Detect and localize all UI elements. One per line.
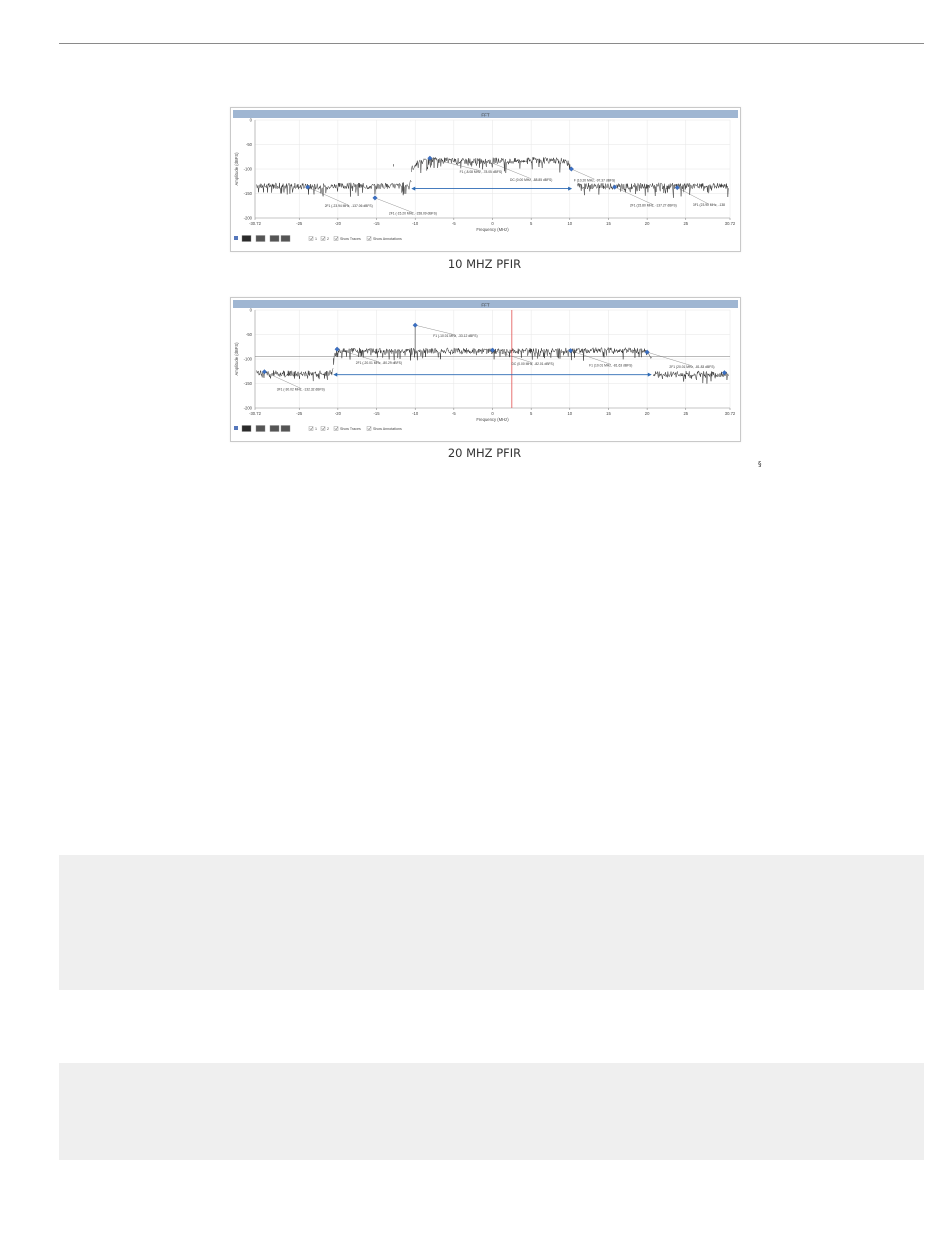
x-tick-label: -25 bbox=[296, 411, 303, 416]
y-tick-label: -50 bbox=[245, 142, 252, 147]
fft-chart-20mhz bbox=[230, 297, 741, 442]
toolbar-button bbox=[256, 236, 265, 242]
y-tick-label: 0 bbox=[249, 117, 252, 123]
control-label: Show Traces bbox=[340, 427, 361, 431]
control-label: Show Traces bbox=[340, 237, 361, 241]
x-tick-label: 10 bbox=[567, 411, 573, 416]
x-tick-label: -30.72 bbox=[249, 221, 261, 226]
x-tick-label: -30.72 bbox=[249, 411, 261, 416]
x-tick-label: 30.72 bbox=[724, 221, 736, 226]
x-tick-label: -15 bbox=[373, 221, 380, 226]
x-tick-label: -20 bbox=[334, 411, 341, 416]
annotation-label: 2F1 (20.01 MHz, -81.83 dBFS) bbox=[669, 364, 715, 369]
header-rule bbox=[59, 43, 924, 44]
annotation-label: 3F1 (-30.02 MHz, -132.32 dBFS) bbox=[276, 387, 325, 392]
control-label: 1 bbox=[315, 237, 317, 241]
caption-20mhz: 20 MHZ PFIR bbox=[447, 446, 522, 460]
control-label: 1 bbox=[315, 427, 317, 431]
toolbar-button bbox=[270, 426, 279, 432]
x-tick-label: -5 bbox=[451, 221, 456, 226]
toolbar-button bbox=[242, 426, 251, 432]
annotation-label: F1 (-10.01 MHz, -33.12 dBFS) bbox=[433, 333, 478, 338]
chart-title: FFT bbox=[481, 112, 490, 118]
annotation-label: 2F1 (-15.20 MHz, -158.09 dBFS) bbox=[388, 211, 437, 216]
x-tick-label: -10 bbox=[412, 221, 419, 226]
annotation-label: DC (0.00 MHz, -88.85 dBFS) bbox=[509, 177, 553, 182]
toolbar-button bbox=[270, 236, 279, 242]
y-tick-label: -200 bbox=[243, 405, 252, 411]
annotation-label: 2F1 (-20.01 MHz, -80.29 dBFS) bbox=[355, 360, 402, 365]
x-tick-label: 25 bbox=[683, 221, 689, 226]
fft-chart-10mhz bbox=[230, 107, 741, 252]
annotation-label: 3F1 (23.90 MHz, -138 bbox=[692, 203, 726, 208]
annotation-label: 2F1 (15.80 MHz, -137.27 dBFS) bbox=[629, 203, 677, 208]
control-label: 2 bbox=[327, 427, 329, 431]
control-label: Show Annotations bbox=[373, 237, 402, 241]
caption-10mhz: 10 MHZ PFIR bbox=[447, 257, 522, 271]
x-axis-label: Frequency (MHz) bbox=[476, 227, 509, 232]
toolbar-button bbox=[281, 426, 290, 432]
y-tick-label: -100 bbox=[243, 166, 252, 172]
control-label: 2 bbox=[327, 237, 329, 241]
y-axis-label: Amplitude (dBFS) bbox=[234, 342, 239, 376]
x-tick-label: -5 bbox=[451, 411, 456, 416]
y-tick-label: -100 bbox=[243, 356, 252, 362]
y-tick-label: -50 bbox=[245, 332, 252, 337]
x-tick-label: 10 bbox=[567, 221, 573, 226]
x-tick-label: 15 bbox=[606, 221, 611, 226]
x-tick-label: 20 bbox=[644, 411, 650, 416]
toolbar-icon bbox=[234, 236, 238, 240]
y-tick-label: -200 bbox=[243, 215, 252, 221]
x-tick-label: 0 bbox=[491, 221, 494, 226]
control-label: Show Annotations bbox=[373, 427, 402, 431]
annotation-label: DC (0.00 MHz, -82.01 dBFS) bbox=[511, 361, 554, 366]
x-tick-label: -25 bbox=[296, 221, 303, 226]
annotation-label: F1 (-8.08 MHz, -78.05 dBFS) bbox=[459, 169, 503, 174]
y-tick-label: -150 bbox=[243, 381, 252, 386]
annotation-label: F1 (10.01 MHz, -81.63 dBFS) bbox=[589, 363, 633, 368]
toolbar-icon bbox=[234, 426, 238, 430]
x-tick-label: 25 bbox=[683, 411, 689, 416]
code-block-placeholder bbox=[59, 1063, 924, 1160]
footnote-mark: § bbox=[758, 460, 762, 468]
x-tick-label: -20 bbox=[334, 221, 341, 226]
x-tick-label: -15 bbox=[373, 411, 380, 416]
x-tick-label: 5 bbox=[529, 411, 533, 416]
x-tick-label: 30.72 bbox=[724, 411, 736, 416]
y-axis-label: Amplitude (dBFS) bbox=[234, 152, 239, 186]
x-axis-label: Frequency (MHz) bbox=[476, 417, 509, 422]
x-tick-label: 20 bbox=[644, 221, 650, 226]
x-tick-label: 15 bbox=[606, 411, 611, 416]
toolbar-button bbox=[281, 236, 290, 242]
annotation-label: F (10.20 MHz, -97.37 dBFS) bbox=[573, 178, 616, 183]
x-tick-label: 0 bbox=[491, 411, 494, 416]
fft-chart-svg bbox=[231, 108, 740, 251]
x-tick-label: 5 bbox=[529, 221, 533, 226]
y-tick-label: 0 bbox=[249, 307, 252, 313]
y-tick-label: -150 bbox=[243, 191, 252, 196]
toolbar-button bbox=[242, 236, 251, 242]
fft-chart-svg bbox=[231, 298, 740, 441]
toolbar-button bbox=[256, 426, 265, 432]
x-tick-label: -10 bbox=[412, 411, 419, 416]
chart-title: FFT bbox=[481, 302, 490, 308]
annotation-label: 2F1 (-23.94 MHz, -137.06 dBFS) bbox=[324, 204, 373, 209]
code-block-placeholder bbox=[59, 855, 924, 990]
